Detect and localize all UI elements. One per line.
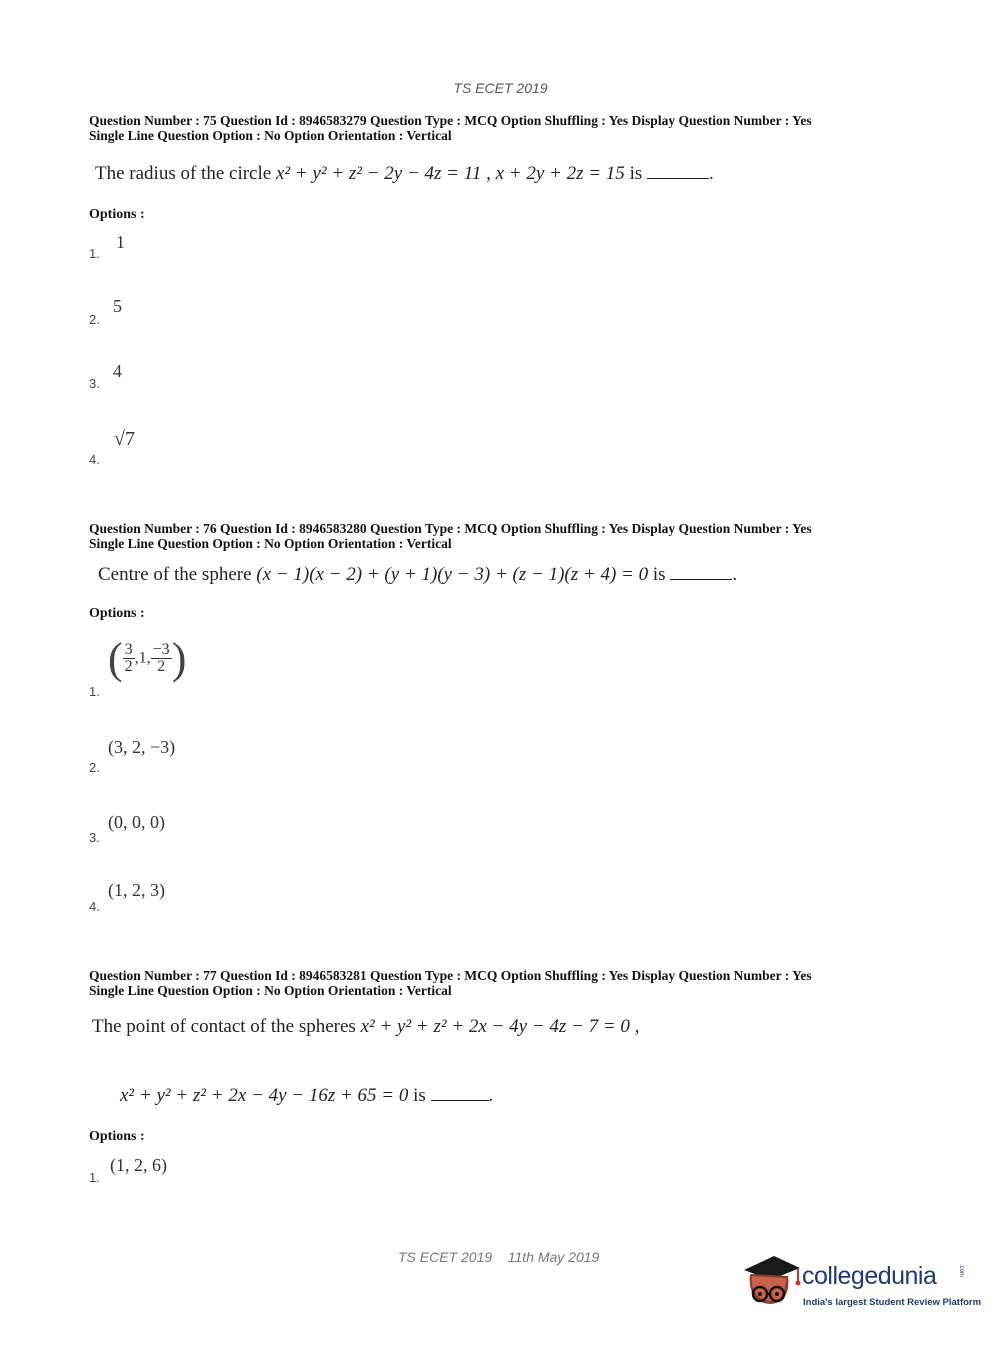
option-value: (1, 2, 3) [108,880,165,900]
option-number: 2. [89,312,100,327]
collegedunia-logo [740,1248,982,1316]
option-value: (0, 0, 0) [108,812,165,832]
answer-blank [431,1099,489,1101]
option-number: 1. [89,684,100,699]
question-meta-line: Question Number : 76 Question Id : 8946583280 Question Type : MCQ Option Shuffling : Yes Display Question Number : Yes [89,521,812,536]
question-meta-line: Question Number : 77 Question Id : 8946583281 Question Type : MCQ Option Shuffling : Yes Display Question Number : Yes [89,968,812,983]
options-label: Options : [89,207,145,222]
logo-brand: collegedunia [802,1262,937,1290]
question-equation: x² + y² + z² − 2y − 4z = 11 , x + 2y + 2z = 15 [275,163,625,184]
question-meta-line: Single Line Question Option : No Option Orientation : Vertical [89,983,452,998]
options-label: Options : [89,1129,145,1144]
question-76-text: Centre of the sphere (x − 1)(x − 2) + (y + 1)(y − 3) + (z − 1)(z + 4) = 0 is . [98,564,738,585]
question-meta-line: Question Number : 75 Question Id : 8946583279 Question Type : MCQ Option Shuffling : Yes Display Question Number : Yes [89,113,812,128]
page-header: TS ECET 2019 [453,80,548,96]
question-meta-line: Single Line Question Option : No Option Orientation : Vertical [89,536,452,551]
option-value-fraction: ( $\frac{3}{2}$ ,1, $\frac{-3}{2}$ ) [108,634,187,683]
option-value: 5 [113,296,122,316]
logo-tagline: India's largest Student Review Platform [803,1297,982,1308]
option-number: 2. [89,760,100,775]
options-label: Options : [89,606,145,621]
option-value: (1, 2, 6) [110,1155,167,1175]
question-equation: x² + y² + z² + 2x − 4y − 16z + 65 = 0 [120,1085,409,1106]
option-number: 4. [89,452,100,467]
answer-blank [647,177,709,179]
option-value: (3, 2, −3) [108,737,176,757]
option-number: 1. [89,1170,100,1185]
question-77-meta [89,968,812,998]
option-number: 3. [89,830,100,845]
question-75-text: The radius of the circle x² + y² + z² − 2y − 4z = 11 , x + 2y + 2z = 15 is . [95,163,714,184]
option-number: 1. [89,246,100,261]
question-75-meta [89,113,812,143]
question-77-text: The point of contact of the spheres x² + y² + z² + 2x − 4y − 4z − 7 = 0 , [92,1016,640,1037]
question-equation: (x − 1)(x − 2) + (y + 1)(y − 3) + (z − 1)(z + 4) = 0 [256,564,649,585]
question-meta-line: Single Line Question Option : No Option Orientation : Vertical [89,128,452,143]
option-value: 1 [116,232,125,252]
option-number: 4. [89,899,100,914]
logo-dotcom: .com [958,1264,964,1278]
option-number: 3. [89,376,100,391]
page-footer: TS ECET 2019 11th May 2019 [398,1249,600,1265]
mascot-icon [740,1250,802,1312]
option-value: 4 [113,361,122,381]
answer-blank [670,578,732,580]
question-76-meta [89,521,812,551]
question-equation: x² + y² + z² + 2x − 4y − 4z − 7 = 0 , [360,1016,640,1037]
option-value: √7 [114,428,135,450]
question-77-text-line2: x² + y² + z² + 2x − 4y − 16z + 65 = 0 is . [120,1085,494,1106]
